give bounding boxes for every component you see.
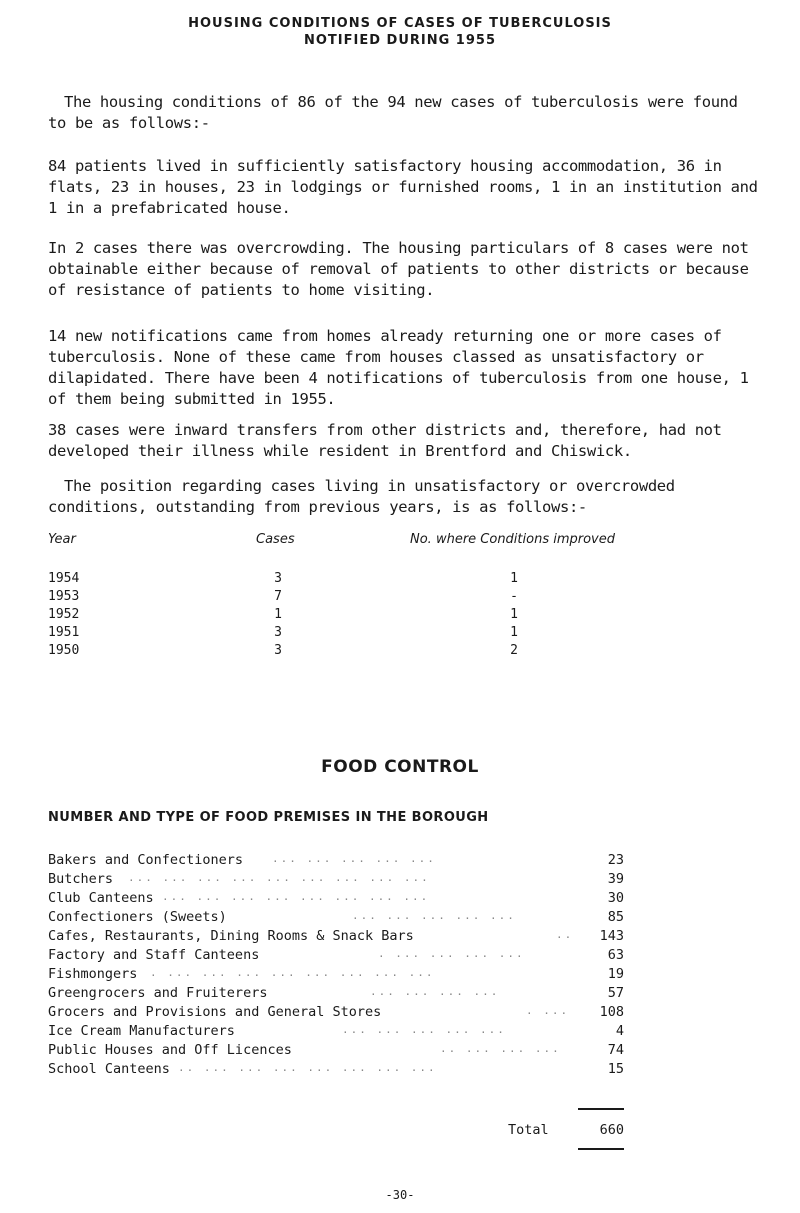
row-year: 1951	[48, 625, 80, 640]
leader-dots: ... ... ... ... ...	[272, 852, 436, 865]
premises-row	[0, 852, 800, 871]
row-improved: -	[510, 589, 518, 604]
premises-count: 143	[599, 928, 624, 944]
housing-paragraph-6: The position regarding cases living in unsatisfactory or overcrowded conditions, outstanding from previous years, is as follows:-	[48, 477, 675, 516]
premises-label: Greengrocers and Fruiterers	[48, 985, 268, 1001]
premises-label: Ice Cream Manufacturers	[48, 1023, 235, 1039]
housing-paragraph-3: In 2 cases there was overcrowding. The housing particulars of 8 cases were not obtainable either because of removal of patients to other districts or because of resistance of patients to home visiting.	[48, 239, 749, 299]
premises-count: 23	[607, 852, 624, 868]
page-number: -30-	[385, 1188, 415, 1202]
premises-count: 4	[615, 1023, 624, 1039]
header-cases: Cases	[256, 532, 295, 547]
premises-count: 30	[607, 890, 624, 906]
premises-row	[0, 890, 800, 909]
housing-paragraph-4: 14 new notifications came from homes already returning one or more cases of tuberculosis. None of these came from houses classed as unsatisfactory or dilapidated. There have been 4 notifications of tuberculosis from one house, 1 of them being submitted in 1955.	[48, 327, 749, 408]
premises-label: Butchers	[48, 871, 114, 887]
premises-label: Public Houses and Off Licences	[48, 1042, 292, 1058]
total-bottom-rule	[578, 1148, 624, 1150]
premises-count: 39	[607, 871, 624, 887]
row-year: 1950	[48, 643, 80, 658]
row-cases: 3	[274, 625, 282, 640]
leader-dots: . ... ... ... ... ... ... ... ...	[150, 966, 435, 979]
housing-title-line1: HOUSING CONDITIONS OF CASES OF TUBERCULOSIS	[188, 16, 612, 31]
premises-label: Fishmongers	[48, 966, 138, 982]
housing-paragraph-2: 84 patients lived in sufficiently satisfactory housing accommodation, 36 in flats, 23 in houses, 23 in lodgings or furnished rooms, 1 in an institution and 1 in a prefabricated house.	[48, 157, 758, 217]
food-premises-subtitle: NUMBER AND TYPE OF FOOD PREMISES IN THE BOROUGH	[48, 810, 489, 825]
row-improved: 1	[510, 607, 518, 622]
row-year: 1952	[48, 607, 80, 622]
leader-dots: .. ... ... ...	[440, 1042, 561, 1055]
premises-label: Club Canteens	[48, 890, 154, 906]
conditions-row	[0, 589, 800, 605]
premises-label: Grocers and Provisions and General Stores	[48, 1004, 382, 1020]
premises-label: Cafes, Restaurants, Dining Rooms & Snack Bars	[48, 928, 414, 944]
premises-count: 74	[607, 1042, 624, 1058]
conditions-row	[0, 625, 800, 641]
premises-row	[0, 1023, 800, 1042]
total-value: 660	[599, 1122, 624, 1138]
housing-paragraph-1: The housing conditions of 86 of the 94 new cases of tuberculosis were found to be as follows:-	[48, 93, 738, 132]
conditions-row	[0, 607, 800, 623]
premises-count: 108	[599, 1004, 624, 1020]
row-cases: 3	[274, 571, 282, 586]
header-year: Year	[48, 532, 76, 547]
premises-row	[0, 966, 800, 985]
row-improved: 1	[510, 571, 518, 586]
premises-row	[0, 947, 800, 966]
row-year: 1954	[48, 571, 80, 586]
food-control-title: FOOD CONTROL	[321, 757, 479, 777]
leader-dots: ... ... ... ... ...	[342, 1023, 506, 1036]
premises-row	[0, 928, 800, 947]
header-improved: No. where Conditions improved	[410, 532, 615, 547]
conditions-row	[0, 643, 800, 659]
housing-paragraph-5: 38 cases were inward transfers from other districts and, therefore, had not developed their illness while resident in Brentford and Chiswick.	[48, 421, 722, 460]
premises-count: 15	[607, 1061, 624, 1077]
premises-label: School Canteens	[48, 1061, 170, 1077]
total-top-rule	[578, 1108, 624, 1110]
premises-count: 57	[607, 985, 624, 1001]
premises-row	[0, 985, 800, 1004]
leader-dots: ... ... ... ... ... ... ... ... ...	[128, 871, 430, 884]
row-cases: 3	[274, 643, 282, 658]
premises-label: Bakers and Confectioners	[48, 852, 244, 868]
leader-dots: .. ... ... ... ... ... ... ...	[178, 1061, 437, 1074]
premises-count: 19	[607, 966, 624, 982]
leader-dots: ... ... ... ... ... ... ... ...	[162, 890, 430, 903]
row-year: 1953	[48, 589, 80, 604]
conditions-row	[0, 571, 800, 587]
premises-label: Confectioners (Sweets)	[48, 909, 227, 925]
row-cases: 7	[274, 589, 282, 604]
leader-dots: ... ... ... ... ...	[352, 909, 516, 922]
premises-row	[0, 871, 800, 890]
row-improved: 2	[510, 643, 518, 658]
premises-row	[0, 1042, 800, 1061]
leader-dots: . ... ... ... ...	[378, 947, 525, 960]
premises-row	[0, 1004, 800, 1023]
premises-count: 85	[607, 909, 624, 925]
housing-title-line2: NOTIFIED DURING 1955	[303, 33, 496, 48]
row-cases: 1	[274, 607, 282, 622]
leader-dots: ... ... ... ...	[370, 985, 500, 998]
leader-dots: . ...	[526, 1004, 570, 1017]
premises-label: Factory and Staff Canteens	[48, 947, 260, 963]
total-label: Total	[508, 1122, 549, 1138]
premises-row	[0, 1061, 800, 1080]
row-improved: 1	[510, 625, 518, 640]
premises-count: 63	[607, 947, 624, 963]
leader-dots: ..	[556, 928, 574, 941]
premises-row	[0, 909, 800, 928]
